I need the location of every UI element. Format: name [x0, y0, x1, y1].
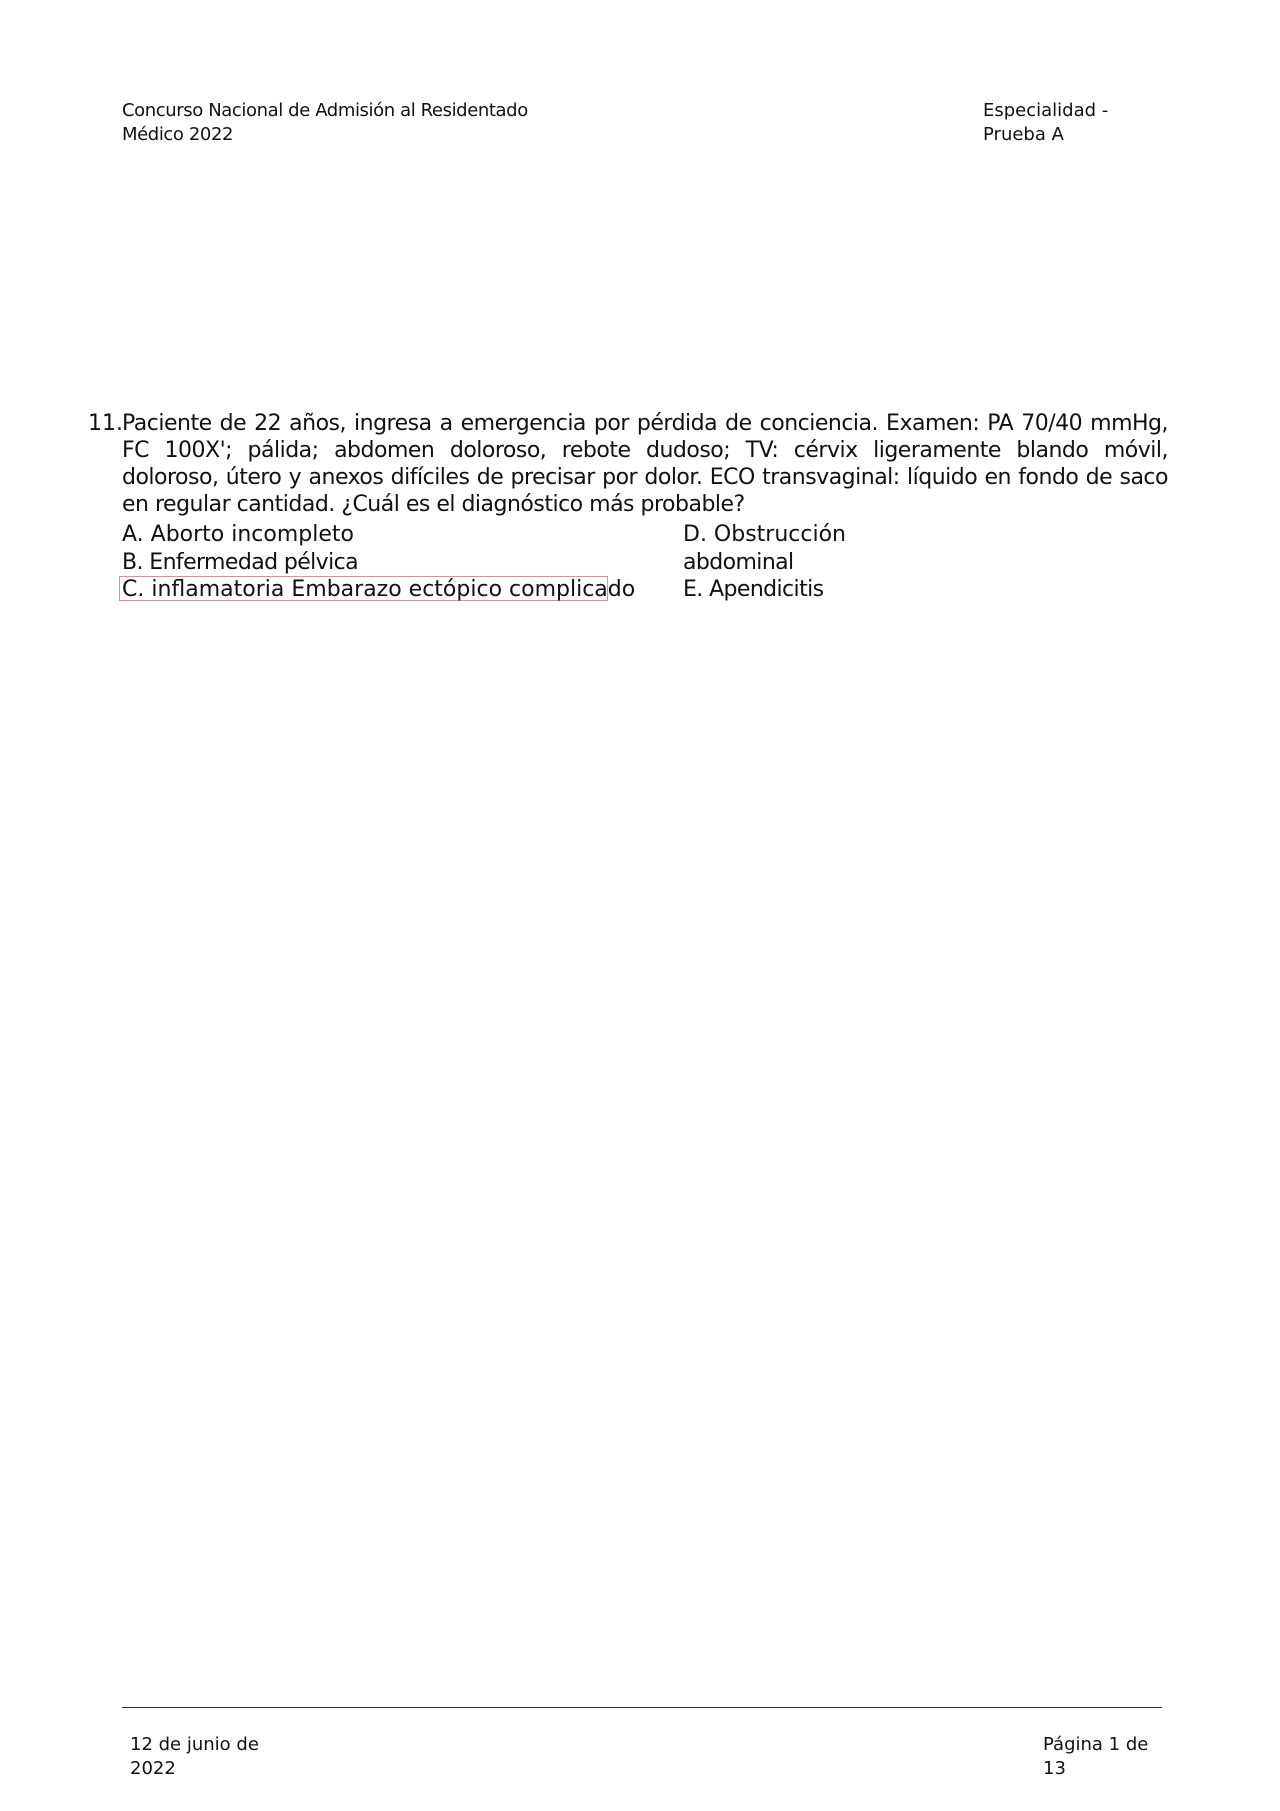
footer-date-line1: 12 de junio de — [130, 1734, 259, 1755]
exam-header-title — [122, 99, 528, 147]
option-d-line2: abdominal — [683, 550, 794, 575]
exam-header-title-line2: Médico 2022 — [122, 124, 234, 145]
footer-divider — [122, 1707, 1162, 1708]
exam-header-specialty-line2: Prueba A — [983, 124, 1064, 145]
footer-page-number — [1043, 1733, 1148, 1781]
option-c: C. inflamatoria Embarazo ectópico complicado — [122, 577, 636, 602]
exam-header-title-line1: Concurso Nacional de Admisión al Residentado — [122, 100, 528, 121]
option-a: A. Aborto incompleto — [122, 522, 354, 547]
exam-header-specialty — [983, 99, 1108, 147]
option-b: B. Enfermedad pélvica — [122, 550, 358, 575]
question-number: 11. — [88, 411, 123, 436]
footer-page-line2: 13 — [1043, 1758, 1066, 1779]
footer-date — [130, 1733, 259, 1781]
option-d-line1: D. Obstrucción — [683, 522, 846, 547]
question-stem: Paciente de 22 años, ingresa a emergencia por pérdida de conciencia. Examen: PA 70/40 mmHg, FC 100X'; pálida; abdomen doloroso, rebote dudoso; TV: cérvix ligeramente blando móvil, doloroso, útero y anexos difíciles de precisar por dolor. ECO transvaginal: líquido en fondo de saco en regular cantidad. ¿Cuál es el diagnóstico más probable? — [122, 411, 1168, 517]
footer-date-line2: 2022 — [130, 1758, 176, 1779]
option-e: E. Apendicitis — [683, 577, 824, 602]
footer-page-line1: Página 1 de — [1043, 1734, 1149, 1755]
exam-header-specialty-line1: Especialidad - — [983, 100, 1109, 121]
